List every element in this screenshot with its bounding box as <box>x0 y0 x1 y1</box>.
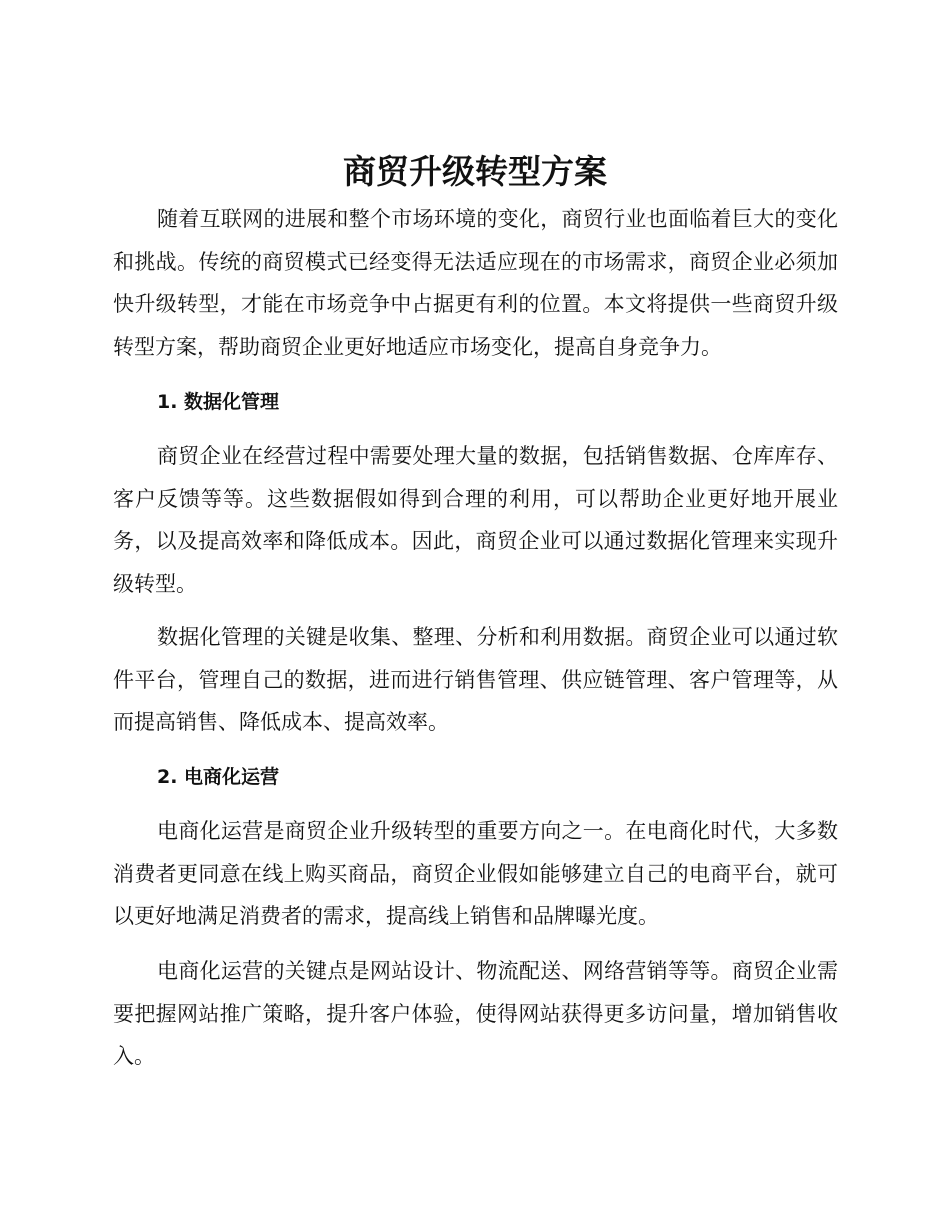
section-2-paragraph-2: 电商化运营的关键点是网站设计、物流配送、网络营销等等。商贸企业需要把握网站推广策略，提升客户体验，使得网站获得更多访问量，增加销售收入。 <box>113 959 838 1068</box>
section-heading-data-management: 1. 数据化管理 <box>157 391 280 413</box>
document-title: 商贸升级转型方案 <box>343 152 607 191</box>
section-1-paragraph-2: 数据化管理的关键是收集、整理、分析和利用数据。商贸企业可以通过软件平台，管理自己的数据，进而进行销售管理、供应链管理、客户管理等，从而提高销售、降低成本、提高效率。 <box>113 625 838 734</box>
section-1-paragraph-1: 商贸企业在经营过程中需要处理大量的数据，包括销售数据、仓库库存、客户反馈等等。这些数据假如得到合理的利用，可以帮助企业更好地开展业务，以及提高效率和降低成本。因此，商贸企业可以通过数据化管理来实现升级转型。 <box>113 444 838 596</box>
intro-paragraph: 随着互联网的进展和整个市场环境的变化，商贸行业也面临着巨大的变化和挑战。传统的商贸模式已经变得无法适应现在的市场需求，商贸企业必须加快升级转型，才能在市场竞争中占据更有利的位置。本文将提供一些商贸升级转型方案，帮助商贸企业更好地适应市场变化，提高自身竞争力。 <box>113 207 838 359</box>
section-heading-ecommerce-operation: 2. 电商化运营 <box>157 766 280 788</box>
section-2-paragraph-1: 电商化运营是商贸企业升级转型的重要方向之一。在电商化时代，大多数消费者更同意在线上购买商品，商贸企业假如能够建立自己的电商平台，就可以更好地满足消费者的需求，提高线上销售和品牌曝光度。 <box>113 819 838 928</box>
